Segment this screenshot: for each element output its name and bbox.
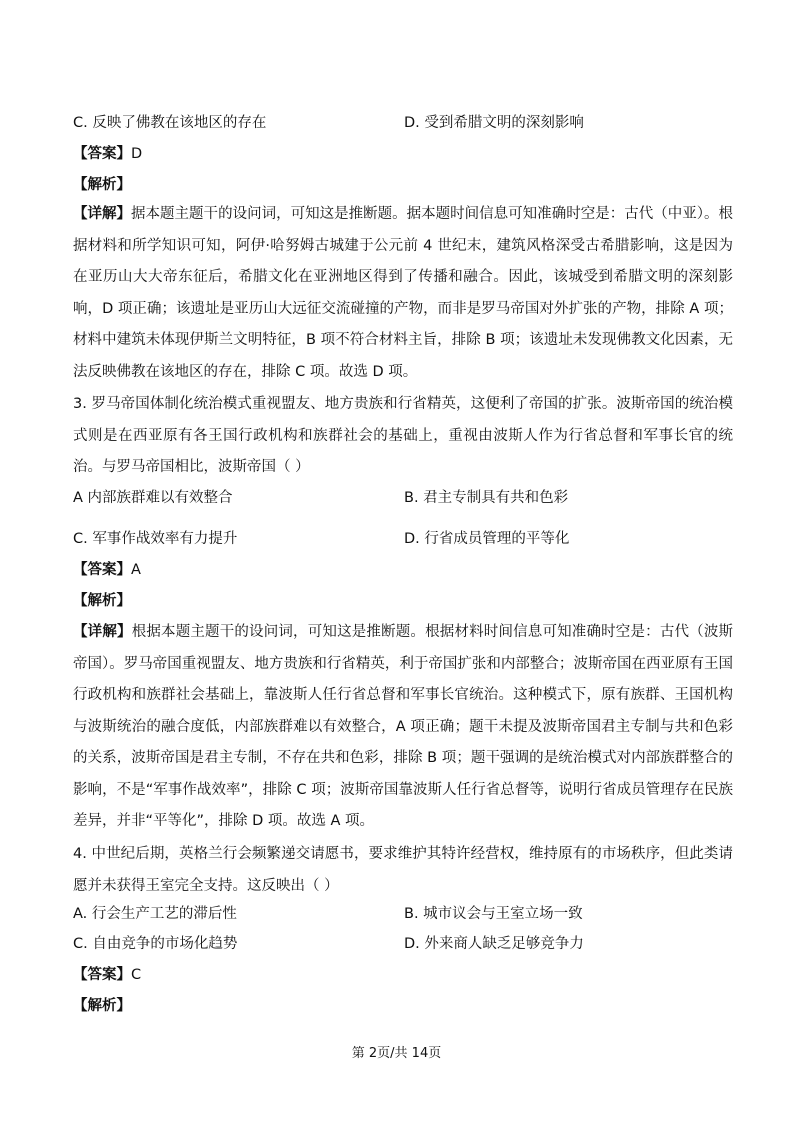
detail-tag: 【详解】 xyxy=(73,206,132,222)
q4-option-b: B. 城市议会与王室立场一致 xyxy=(404,906,583,922)
answer-tag: 【答案】 xyxy=(73,146,131,162)
q3-option-d: D. 行省成员管理的平等化 xyxy=(404,531,570,547)
answer-value: D xyxy=(131,146,143,162)
q2-analysis-tag: 【解析】 xyxy=(73,177,131,193)
q3-option-b: B. 君主专制具有共和色彩 xyxy=(404,490,569,506)
answer-value: C xyxy=(131,967,142,983)
answer-tag: 【答案】 xyxy=(73,967,131,983)
answer-tag: 【答案】 xyxy=(73,562,131,578)
q2-option-d: D. 受到希腊文明的深刻影响 xyxy=(404,115,584,131)
detail-text: 根据本题主题干的设问词，可知这是推断题。根据材料时间信息可知准确时空是：古代（波斯帝国）。罗马帝国重视盟友、地方贵族和行省精英，利于帝国扩张和内部整合；波斯帝国在西亚原有王国行政机构和族群社会基础上，靠波斯人任行省总督和军事长官统治。这种模式下，原有族群、王国机构与波斯统治的融合度低，内部族群难以有效整合，A 项正确；题干未提及波斯帝国君主专制与共和色彩的关系，波斯帝国是君主专制，不存在共和色彩，排除 B 项；题干强调的是统治模式对内部族群整合的影响，不是“军事作战效率”，排除 C 项；波斯帝国靠波斯人任行省总督等，说明行省成员管理存在民族差异，并非“平等化”，排除 D 项。故选 A 项。 xyxy=(73,624,734,829)
q3-option-c: C. 军事作战效率有力提升 xyxy=(73,531,238,547)
q4-analysis-tag: 【解析】 xyxy=(73,998,131,1014)
q3-answer xyxy=(73,560,141,580)
q4-stem: 4. 中世纪后期，英格兰行会频繁递交请愿书，要求维护其特许经营权，维持原有的市场秩序，但此类请愿并未获得王室完全支持。这反映出（ ） xyxy=(73,846,733,894)
q3-detail xyxy=(73,617,733,838)
answer-value: A xyxy=(131,562,141,578)
page-footer: 第 2页/共 14页 xyxy=(351,1046,442,1061)
q3-option-a: A 内部族群难以有效整合 xyxy=(73,490,233,506)
q4-option-c: C. 自由竞争的市场化趋势 xyxy=(73,936,238,952)
q4-answer xyxy=(73,965,141,985)
detail-text: 据本题主题干的设问词，可知这是推断题。据本题时间信息可知准确时空是：古代（中亚）。根据材料和所学知识可知，阿伊·哈努姆古城建于公元前 4 世纪末，建筑风格深受古希腊影响，这是因为在亚历山大大帝东征后，希腊文化在亚洲地区得到了传播和融合。因此，该城受到希腊文明的深刻影响，D 项正确；该遗址是亚历山大远征交流碰撞的产物，而非是罗马帝国对外扩张的产物，排除 A 项；材料中建筑未体现伊斯兰文明特征，B 项不符合材料主旨，排除 B 项；该遗址未发现佛教文化因素，无法反映佛教在该地区的存在，排除 C 项。故选 D 项。 xyxy=(73,206,734,380)
q4-option-d: D. 外来商人缺乏足够竞争力 xyxy=(404,936,584,952)
q2-option-c: C. 反映了佛教在该地区的存在 xyxy=(73,115,267,131)
q2-detail xyxy=(73,199,733,388)
q3-stem: 3. 罗马帝国体制化统治模式重视盟友、地方贵族和行省精英，这便利了帝国的扩张。波斯帝国的统治模式则是在西亚原有各王国行政机构和族群社会的基础上，重视由波斯人作为行省总督和军事长官的统治。与罗马帝国相比，波斯帝国（ ） xyxy=(73,396,733,475)
detail-tag: 【详解】 xyxy=(73,624,132,640)
q2-answer xyxy=(73,144,142,164)
q4-option-a: A. 行会生产工艺的滞后性 xyxy=(73,906,237,922)
q3-analysis-tag: 【解析】 xyxy=(73,593,131,609)
